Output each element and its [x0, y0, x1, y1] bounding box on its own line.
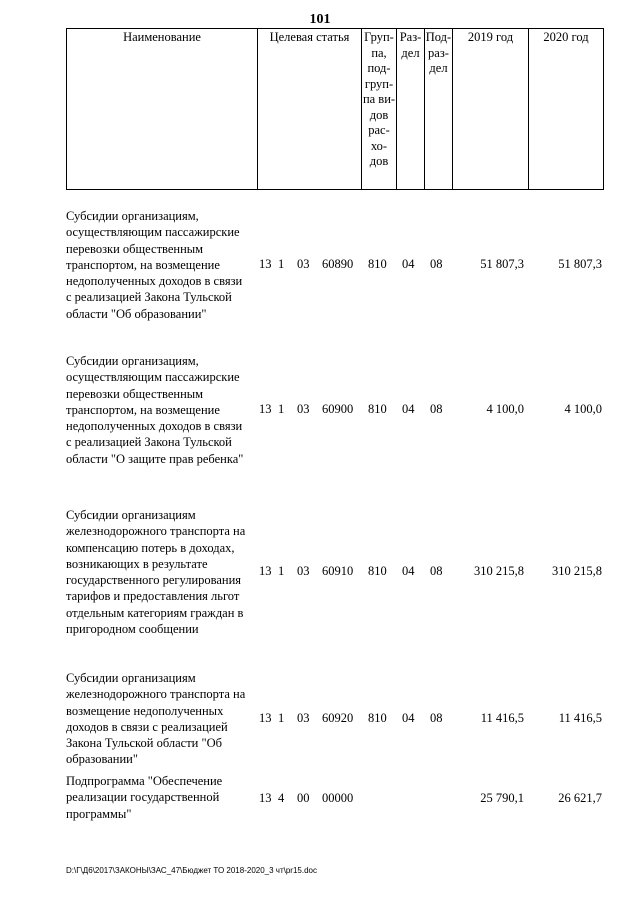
code-direction: 00000 [322, 791, 354, 805]
value-2019: 11 416,5 [480, 711, 524, 725]
row-name: Субсидии организациям, осуществляющим пассажирские перевозки общественным транспортом, на возмещение недополученных доходов в связи с реализацией Закона Тульской области "Об образовании" [66, 209, 243, 321]
expense-group: 810 [368, 711, 387, 725]
section: 04 [402, 402, 415, 416]
section: 04 [402, 257, 415, 271]
code-program: 13 [259, 711, 272, 725]
code-event: 03 [297, 402, 310, 416]
header-year-2019: 2019 год [467, 30, 514, 44]
code-event: 00 [297, 791, 310, 805]
page-number: 101 [309, 12, 331, 27]
code-subprogram: 1 [278, 257, 285, 271]
code-subprogram: 1 [278, 402, 285, 416]
code-subprogram: 1 [278, 711, 285, 725]
value-2020: 26 621,7 [558, 791, 602, 805]
value-2019: 25 790,1 [480, 791, 524, 805]
code-program: 13 [259, 791, 272, 805]
section: 04 [402, 564, 415, 578]
code-program: 13 [259, 564, 272, 578]
value-2019: 51 807,3 [480, 257, 524, 271]
expense-group: 810 [368, 402, 387, 416]
value-2020: 11 416,5 [558, 711, 602, 725]
subsection: 08 [430, 711, 443, 725]
code-subprogram: 1 [278, 564, 285, 578]
header-section: Раз- дел [399, 30, 422, 60]
subsection: 08 [430, 402, 443, 416]
value-2019: 4 100,0 [486, 402, 524, 416]
value-2020: 310 215,8 [552, 564, 602, 578]
header-target-article: Целевая статья [269, 30, 350, 44]
code-subprogram: 4 [278, 791, 285, 805]
code-direction: 60890 [322, 257, 354, 271]
header-subsection: Под- раз- дел [425, 30, 452, 75]
value-2019: 310 215,8 [474, 564, 524, 578]
expense-group: 810 [368, 564, 387, 578]
code-program: 13 [259, 257, 272, 271]
code-event: 03 [297, 257, 310, 271]
value-2020: 4 100,0 [564, 402, 602, 416]
row-name: Подпрограмма "Обеспечение реализации государственной программы" [66, 774, 223, 821]
header-name: Наименование [123, 30, 201, 44]
code-event: 03 [297, 564, 310, 578]
expense-group: 810 [368, 257, 387, 271]
code-direction: 60900 [322, 402, 354, 416]
subsection: 08 [430, 257, 443, 271]
value-2020: 51 807,3 [558, 257, 602, 271]
row-name: Субсидии организациям железнодорожного транспорта на компенсацию потерь в доходах, возникающих в результате государственного регулирования тарифов и предоставления льгот отдельным категориям граждан в пригородном сообщении [66, 508, 246, 637]
row-name: Субсидии организациям, осуществляющим пассажирские перевозки общественным транспортом, на возмещение недополученных доходов в связи с реализацией Закона Тульской области "О защите прав ребенка" [66, 354, 244, 466]
row-name: Субсидии организациям железнодорожного транспорта на возмещение недополученных доходов в связи с реализацией Закона Тульской области "Об образовании" [66, 671, 246, 767]
section: 04 [402, 711, 415, 725]
header-year-2020: 2020 год [543, 30, 589, 44]
subsection: 08 [430, 564, 443, 578]
code-event: 03 [297, 711, 310, 725]
code-program: 13 [259, 402, 272, 416]
file-path-footer: D:\Г\Д6\2017\ЗАКОНЫ\ЗАС_47\Бюджет ТО 2018-2020_3 чт\pr15.doc [66, 866, 317, 875]
code-direction: 60910 [322, 564, 354, 578]
code-direction: 60920 [322, 711, 354, 725]
header-group: Груп- па, под- груп- па ви- дов рас- хо- дов [362, 30, 396, 168]
